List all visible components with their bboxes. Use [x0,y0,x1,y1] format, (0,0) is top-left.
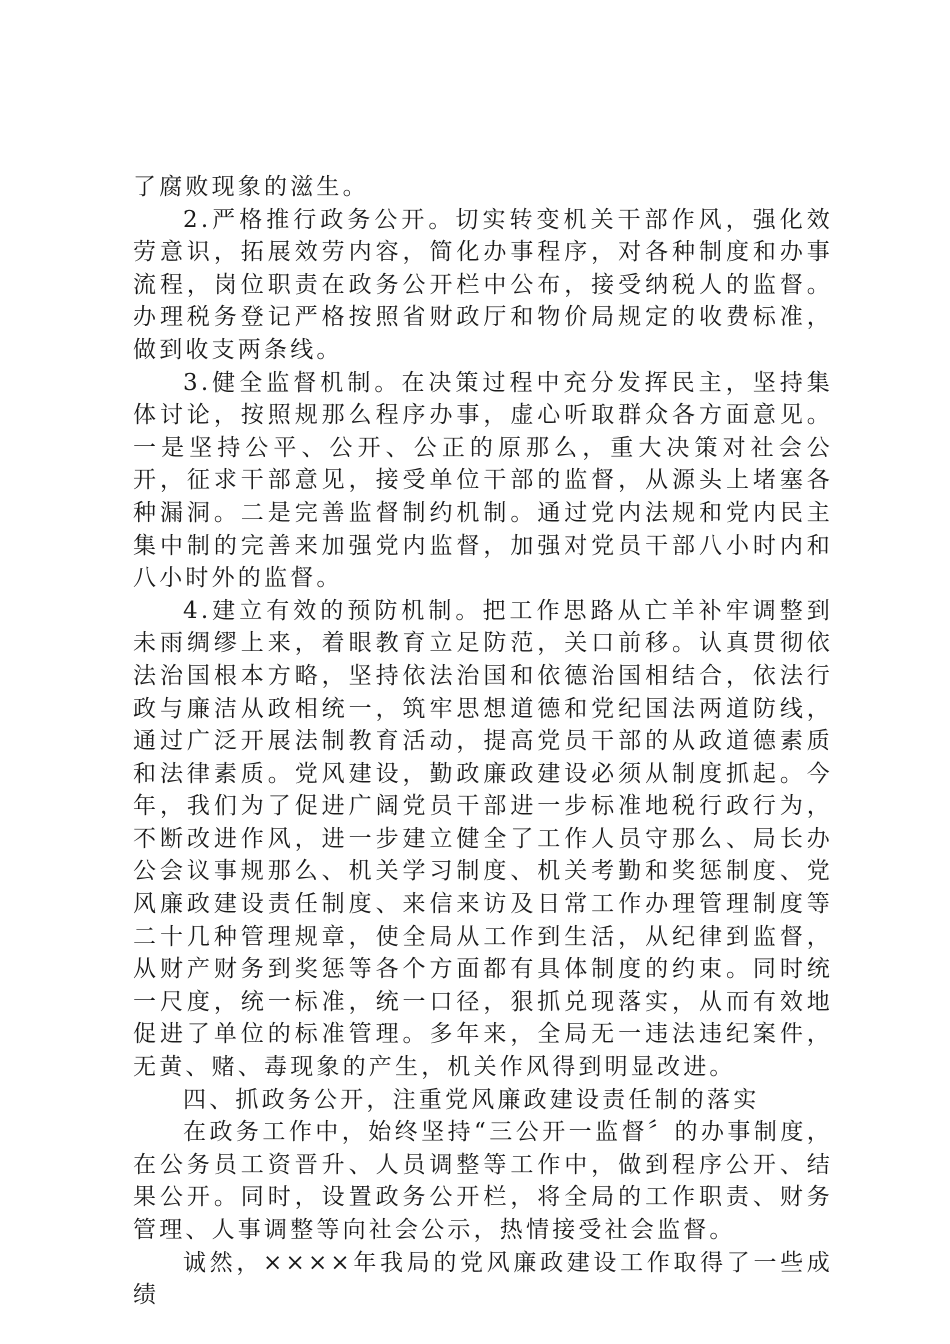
paragraph-conclusion-start: 诚然，××××年我局的党风廉政建设工作取得了一些成绩 [133,1249,833,1309]
paragraph-continuation: 了腐败现象的滋生。 [133,174,369,200]
document-body [133,171,833,1312]
paragraph-item-4-prevention-mechanism: 4.建立有效的预防机制。把工作思路从亡羊补牢调整到未雨绸缪上来，着眼教育立足防范，关口前移。认真贯彻依法治国根本方略，坚持依法治国和依德治国相结合，依法行政与廉洁从政相统一，筑牢思想道德和党纪国法两道防线，通过广泛开展法制教育活动，提高党员干部的从政道德素质和法律素质。党风建设，勤政廉政建设必须从制度抓起。今年，我们为了促进广阔党员干部进一步标准地税行政行为，不断改进作风，进一步建立健全了工作人员守那么、局长办公会议事规那么、机关学习制度、机关考勤和奖惩制度、党风廉政建设责任制度、来信来访及日常工作办理管理制度等二十几种管理规章，使全局从工作到生活，从纪律到监督，从财产财务到奖惩等各个方面都有具体制度的约束。同时统一尺度，统一标准，统一口径，狠抓兑现落实，从而有效地促进了单位的标准管理。多年来，全局无一违法违纪案件，无黄、赌、毒现象的产生，机关作风得到明显改进。 [133,597,833,1081]
paragraph-item-2-government-affairs-disclosure: 2.严格推行政务公开。切实转变机关干部作风，强化效劳意识，拓展效劳内容，简化办事程序，对各种制度和办事流程，岗位职责在政务公开栏中公布，接受纳税人的监督。办理税务登记严格按照省财政厅和物价局规定的收费标准，做到收支两条线。 [133,206,833,363]
paragraph-item-3-supervision-mechanism: 3.健全监督机制。在决策过程中充分发挥民主，坚持集体讨论，按照规那么程序办事，虚心听取群众各方面意见。一是坚持公平、公开、公正的原那么，重大决策对社会公开，征求干部意见，接受单位干部的监督，从源头上堵塞各种漏洞。二是完善监督制约机制。通过党内法规和党内民主集中制的完善来加强党内监督，加强对党员干部八小时内和八小时外的监督。 [133,369,833,592]
paragraph-disclosure-practice: 在政务工作中，始终坚持“三公开一监督〞的办事制度，在公务员工资晋升、人员调整等工作中，做到程序公开、结果公开。同时，设置政务公开栏，将全局的工作职责、财务管理、人事调整等向社会公示，热情接受社会监督。 [133,1119,833,1243]
section-heading-four: 四、抓政务公开，注重党风廉政建设责任制的落实 [183,1086,760,1113]
